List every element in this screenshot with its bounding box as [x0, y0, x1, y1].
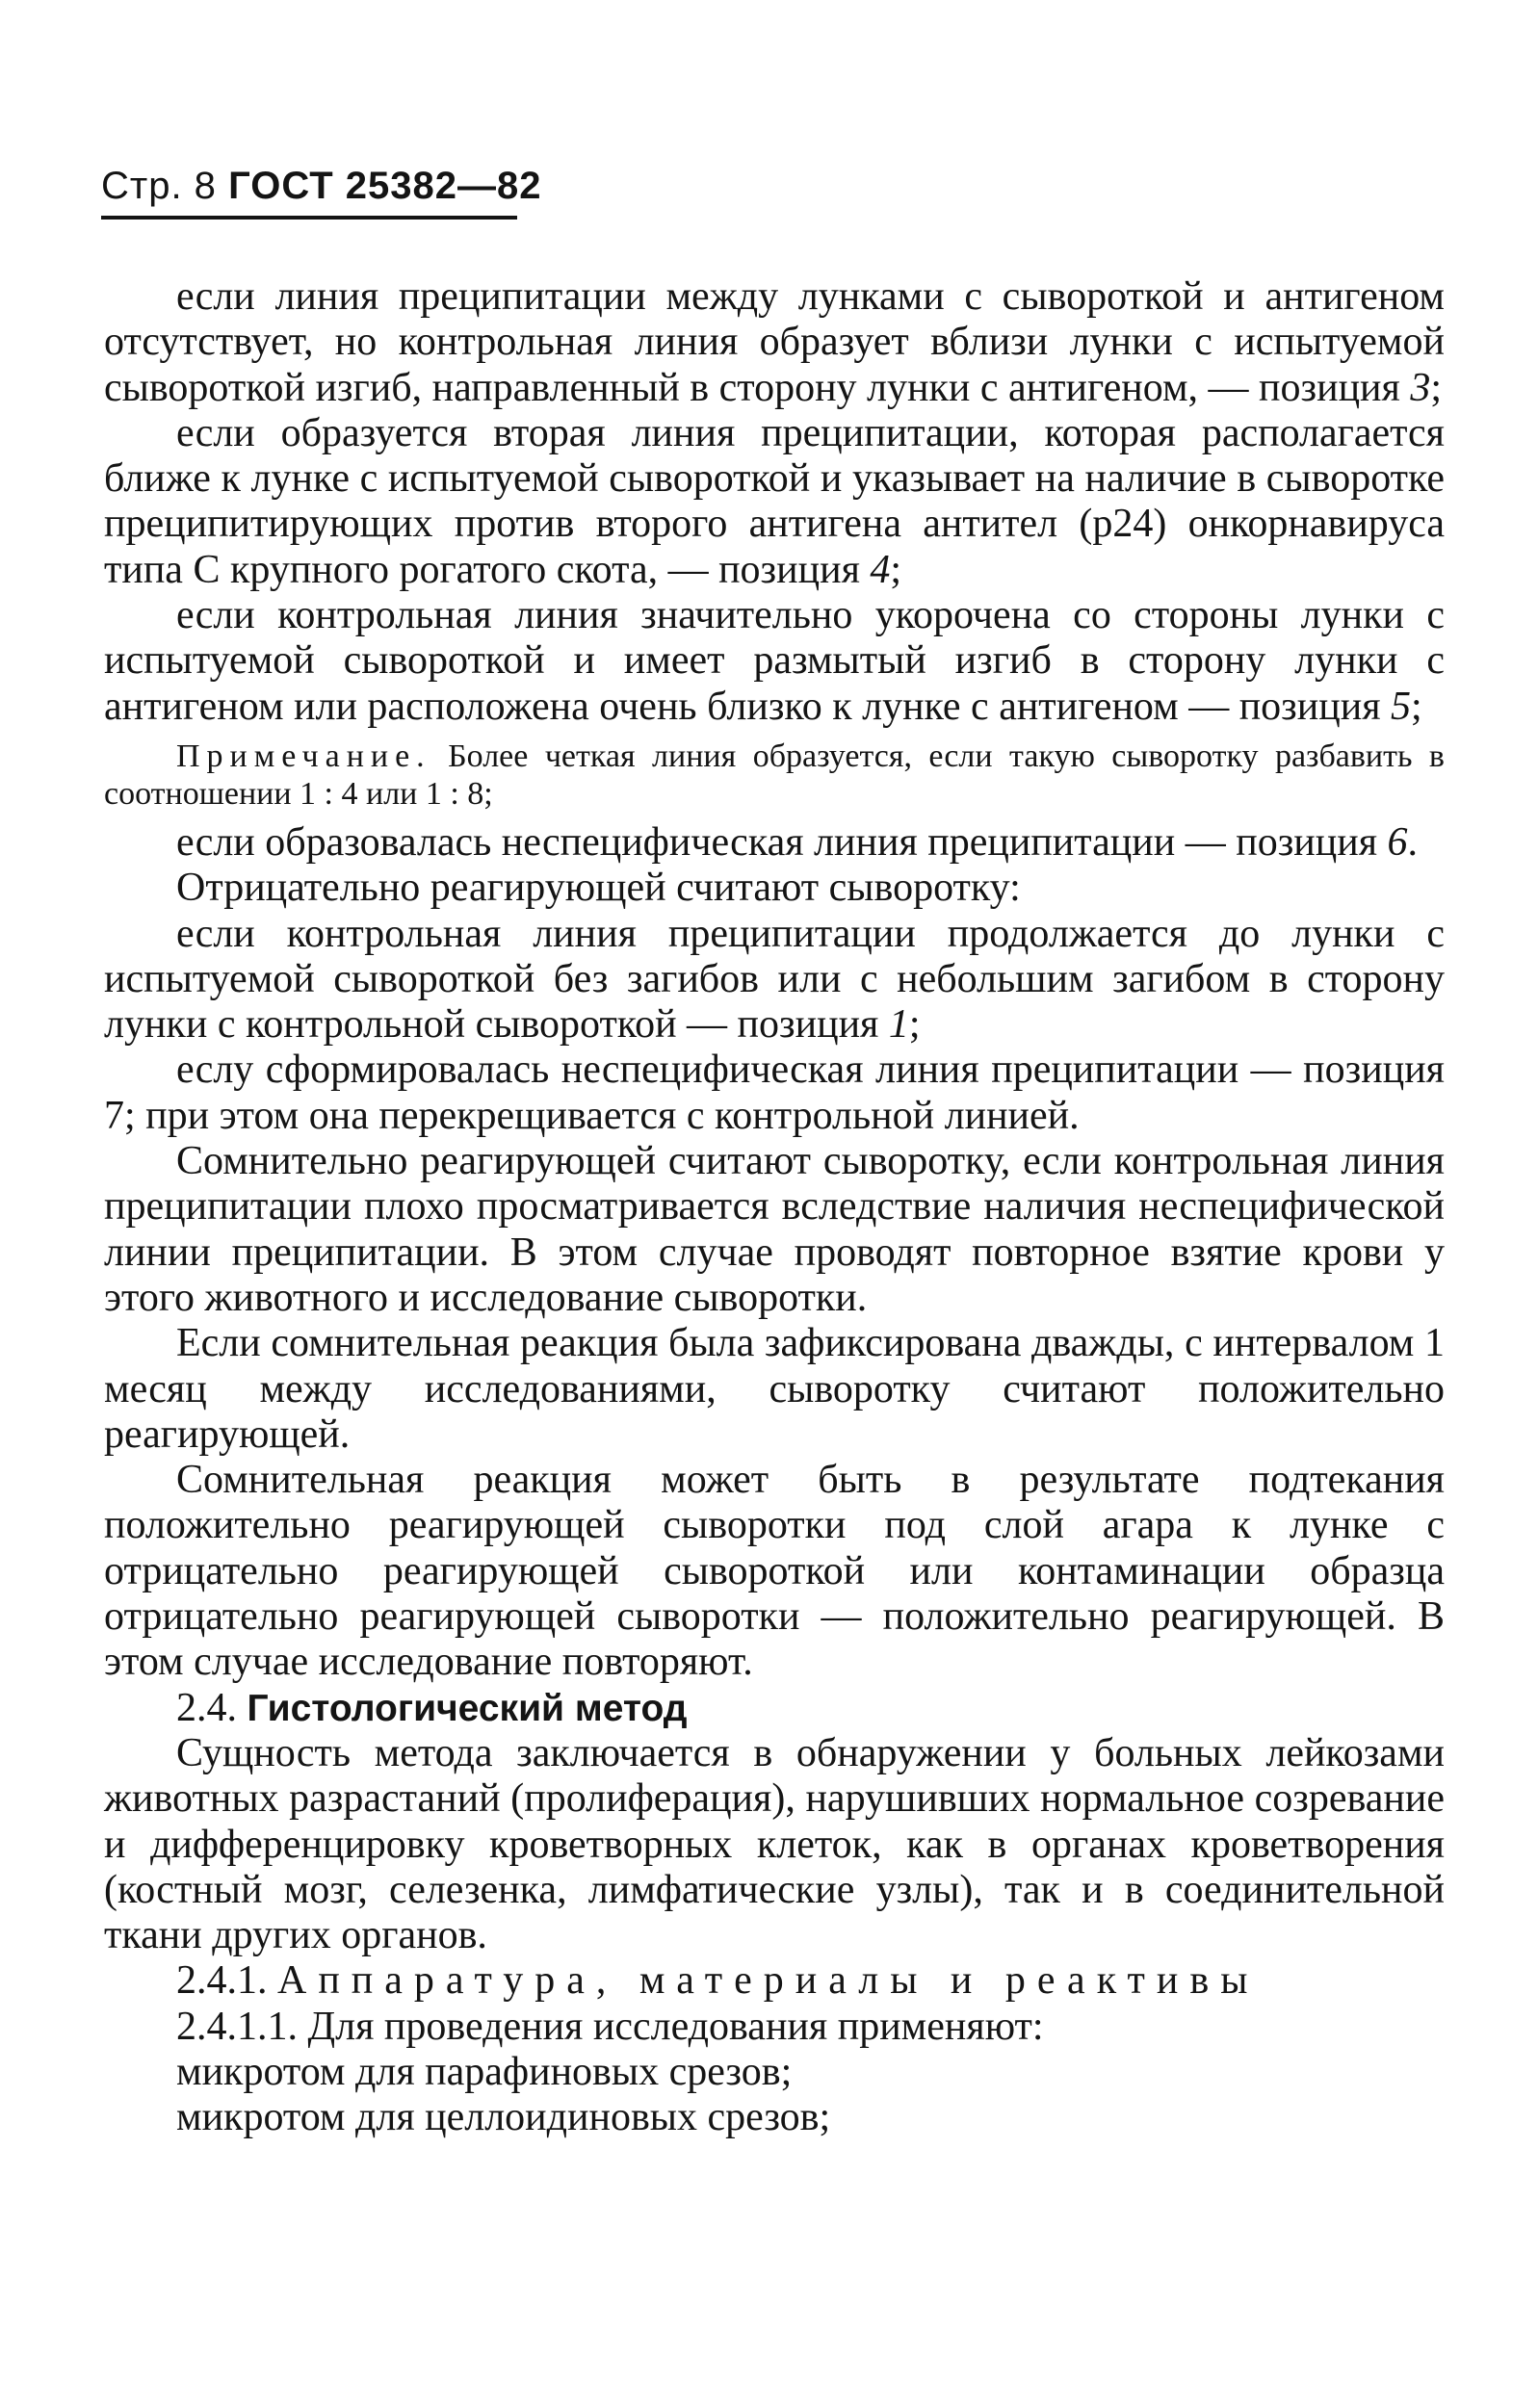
section-title: Гистологический метод	[247, 1687, 688, 1729]
position-number: 4	[870, 547, 891, 592]
paragraph: 2.4.1.1. Для проведения исследования применяют:	[176, 2004, 1044, 2049]
paragraph: если образовалась неспецифическая линия преципитации — позиция 6.	[176, 819, 1419, 865]
position-number: 3	[1410, 365, 1431, 410]
paragraph: Сущность метода заключается в обнаружении у больных лейкозами животных разрастаний (пролиферация), нарушивших нормальное созревание и дифференцировку кроветворных клеток, как в органах кроветворения (костный мозг, селезенка, лимфатические узлы), так и в соединительной ткани других органов.	[104, 1730, 1445, 1958]
paragraph: если линия преципитации между лунками с сывороткой и антигеном отсутствует, но контрольная линия образует вблизи лунки с испытуемой сывороткой изгиб, направленный в сторону лунки с антигеном, — позиция 3;	[104, 274, 1445, 410]
section-heading	[104, 1686, 1445, 1731]
section-number: 2.4.	[176, 1685, 237, 1730]
list-item: микротом для целлоидиновых срезов;	[176, 2095, 831, 2140]
body-text	[104, 274, 1445, 2141]
position-number: 6	[1387, 819, 1408, 865]
section-title: Аппаратура, материалы и реактивы	[277, 1958, 1260, 2004]
paragraph: если контрольная линия преципитации продолжается до лунки с испытуемой сывороткой без загибов или с небольшим загибом в сторону лунки с контрольной сывороткой — позиция 1;	[104, 911, 1445, 1048]
paragraph: еслу сформировалась неспецифическая линия преципитации — позиция 7; при этом она перекрещивается с контрольной линией.	[104, 1048, 1445, 1138]
paragraph: если образуется вторая линия преципитации, которая располагается ближе к лунке с испытуемой сывороткой и указывает на наличие в сыворотке преципитирующих против второго антигена антител (р24) онкорнавируса типа С крупного рогатого скота, — позиция 4;	[104, 410, 1445, 592]
subsection-heading	[104, 1958, 1445, 2004]
paragraph: Сомнительная реакция может быть в результате подтекания положительно реагирующей сыворотки под слой агара к лунке с отрицательно реагирующей сывороткой или контаминации образца отрицательно реагирующей сыворотки — положительно реагирующей. В этом случае исследование повторяют.	[104, 1458, 1445, 1685]
page-header	[101, 162, 542, 220]
section-number: 2.4.1.	[176, 1958, 268, 2004]
position-number: 5	[1391, 684, 1412, 729]
note	[104, 738, 1445, 813]
paragraph: Отрицательно реагирующей считают сыворотку:	[176, 866, 1021, 911]
paragraph: Если сомнительная реакция была зафиксирована дважды, с интервалом 1 месяц между исследованиями, сыворотку считают положительно реагирующей.	[104, 1321, 1445, 1457]
note-label: Примечание.	[176, 738, 431, 774]
position-number: 1	[888, 1002, 909, 1048]
page-number: Стр. 8	[101, 165, 217, 207]
paragraph: если контрольная линия значительно укорочена со стороны лунки с испытуемой сывороткой и имеет размытый изгиб в сторону лунки с антигеном или расположена очень близко к лунке с антигеном — позиция 5;	[104, 593, 1445, 729]
paragraph: Сомнительно реагирующей считают сыворотку, если контрольная линия преципитации плохо просматривается вследствие наличия неспецифической линии преципитации. В этом случае проводят повторное взятие крови у этого животного и исследование сыворотки.	[104, 1139, 1445, 1320]
list-item: микротом для парафиновых срезов;	[176, 2049, 793, 2094]
standard-number: ГОСТ 25382—82	[228, 165, 542, 207]
note-text: Более четкая линия образуется, если такую сыворотку разбавить в соотношении 1 : 4 или 1 : 8;	[104, 738, 1445, 812]
